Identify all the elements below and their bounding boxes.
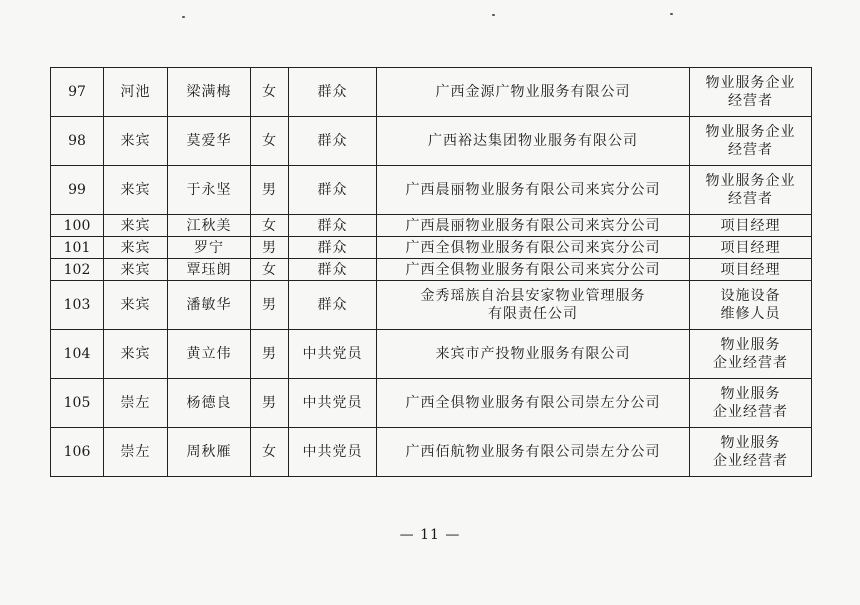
party-cell: 中共党员 — [289, 428, 377, 477]
row-number: 100 — [51, 215, 104, 237]
gender-cell: 男 — [251, 281, 289, 330]
table-row — [51, 215, 812, 237]
row-number: 105 — [51, 379, 104, 428]
table-row — [51, 166, 812, 215]
region-cell: 河池 — [104, 68, 168, 117]
gender-cell: 女 — [251, 117, 289, 166]
gender-cell: 女 — [251, 215, 289, 237]
table-row — [51, 259, 812, 281]
row-number: 98 — [51, 117, 104, 166]
row-number: 103 — [51, 281, 104, 330]
table-row — [51, 379, 812, 428]
party-cell: 群众 — [289, 68, 377, 117]
row-number: 99 — [51, 166, 104, 215]
table-row — [51, 117, 812, 166]
row-number: 102 — [51, 259, 104, 281]
role-cell: 项目经理 — [690, 215, 812, 237]
company-cell: 广西全俱物业服务有限公司来宾分公司 — [377, 259, 690, 281]
region-cell: 来宾 — [104, 117, 168, 166]
scan-speck — [182, 16, 185, 18]
row-number: 101 — [51, 237, 104, 259]
region-cell: 来宾 — [104, 215, 168, 237]
name-cell: 黄立伟 — [168, 330, 251, 379]
role-cell: 设施设备 维修人员 — [690, 281, 812, 330]
name-cell: 周秋雁 — [168, 428, 251, 477]
region-cell: 来宾 — [104, 237, 168, 259]
gender-cell: 男 — [251, 237, 289, 259]
role-cell: 项目经理 — [690, 237, 812, 259]
name-cell: 梁满梅 — [168, 68, 251, 117]
row-number: 97 — [51, 68, 104, 117]
party-cell: 中共党员 — [289, 379, 377, 428]
party-cell: 中共党员 — [289, 330, 377, 379]
gender-cell: 男 — [251, 166, 289, 215]
company-cell: 金秀瑶族自治县安家物业管理服务 有限责任公司 — [377, 281, 690, 330]
region-cell: 来宾 — [104, 259, 168, 281]
scan-speck — [670, 13, 673, 15]
company-cell: 广西晨丽物业服务有限公司来宾分公司 — [377, 166, 690, 215]
region-cell: 来宾 — [104, 281, 168, 330]
name-cell: 杨德良 — [168, 379, 251, 428]
table-row — [51, 68, 812, 117]
region-cell: 崇左 — [104, 379, 168, 428]
table-row — [51, 330, 812, 379]
party-cell: 群众 — [289, 117, 377, 166]
role-cell: 物业服务企业 经营者 — [690, 166, 812, 215]
row-number: 106 — [51, 428, 104, 477]
role-cell: 物业服务企业 经营者 — [690, 117, 812, 166]
table-row — [51, 237, 812, 259]
party-cell: 群众 — [289, 166, 377, 215]
scan-speck — [492, 14, 495, 16]
gender-cell: 女 — [251, 68, 289, 117]
region-cell: 来宾 — [104, 166, 168, 215]
row-number: 104 — [51, 330, 104, 379]
gender-cell: 男 — [251, 330, 289, 379]
company-cell: 广西金源广物业服务有限公司 — [377, 68, 690, 117]
party-cell: 群众 — [289, 237, 377, 259]
role-cell: 项目经理 — [690, 259, 812, 281]
roster-table — [50, 67, 812, 477]
role-cell: 物业服务 企业经营者 — [690, 379, 812, 428]
role-cell: 物业服务 企业经营者 — [690, 428, 812, 477]
region-cell: 崇左 — [104, 428, 168, 477]
party-cell: 群众 — [289, 259, 377, 281]
name-cell: 于永坚 — [168, 166, 251, 215]
gender-cell: 男 — [251, 379, 289, 428]
name-cell: 潘敏华 — [168, 281, 251, 330]
name-cell: 罗宁 — [168, 237, 251, 259]
name-cell: 江秋美 — [168, 215, 251, 237]
company-cell: 广西全俱物业服务有限公司来宾分公司 — [377, 237, 690, 259]
party-cell: 群众 — [289, 215, 377, 237]
party-cell: 群众 — [289, 281, 377, 330]
role-cell: 物业服务 企业经营者 — [690, 330, 812, 379]
company-cell: 广西裕达集团物业服务有限公司 — [377, 117, 690, 166]
company-cell: 广西全俱物业服务有限公司崇左分公司 — [377, 379, 690, 428]
table-row — [51, 428, 812, 477]
gender-cell: 女 — [251, 428, 289, 477]
company-cell: 广西晨丽物业服务有限公司来宾分公司 — [377, 215, 690, 237]
company-cell: 来宾市产投物业服务有限公司 — [377, 330, 690, 379]
roster-body — [51, 68, 812, 477]
page-number: — 11 — — [399, 527, 461, 543]
gender-cell: 女 — [251, 259, 289, 281]
table-row — [51, 281, 812, 330]
role-cell: 物业服务企业 经营者 — [690, 68, 812, 117]
name-cell: 覃珏朗 — [168, 259, 251, 281]
name-cell: 莫爱华 — [168, 117, 251, 166]
company-cell: 广西佰航物业服务有限公司崇左分公司 — [377, 428, 690, 477]
region-cell: 来宾 — [104, 330, 168, 379]
